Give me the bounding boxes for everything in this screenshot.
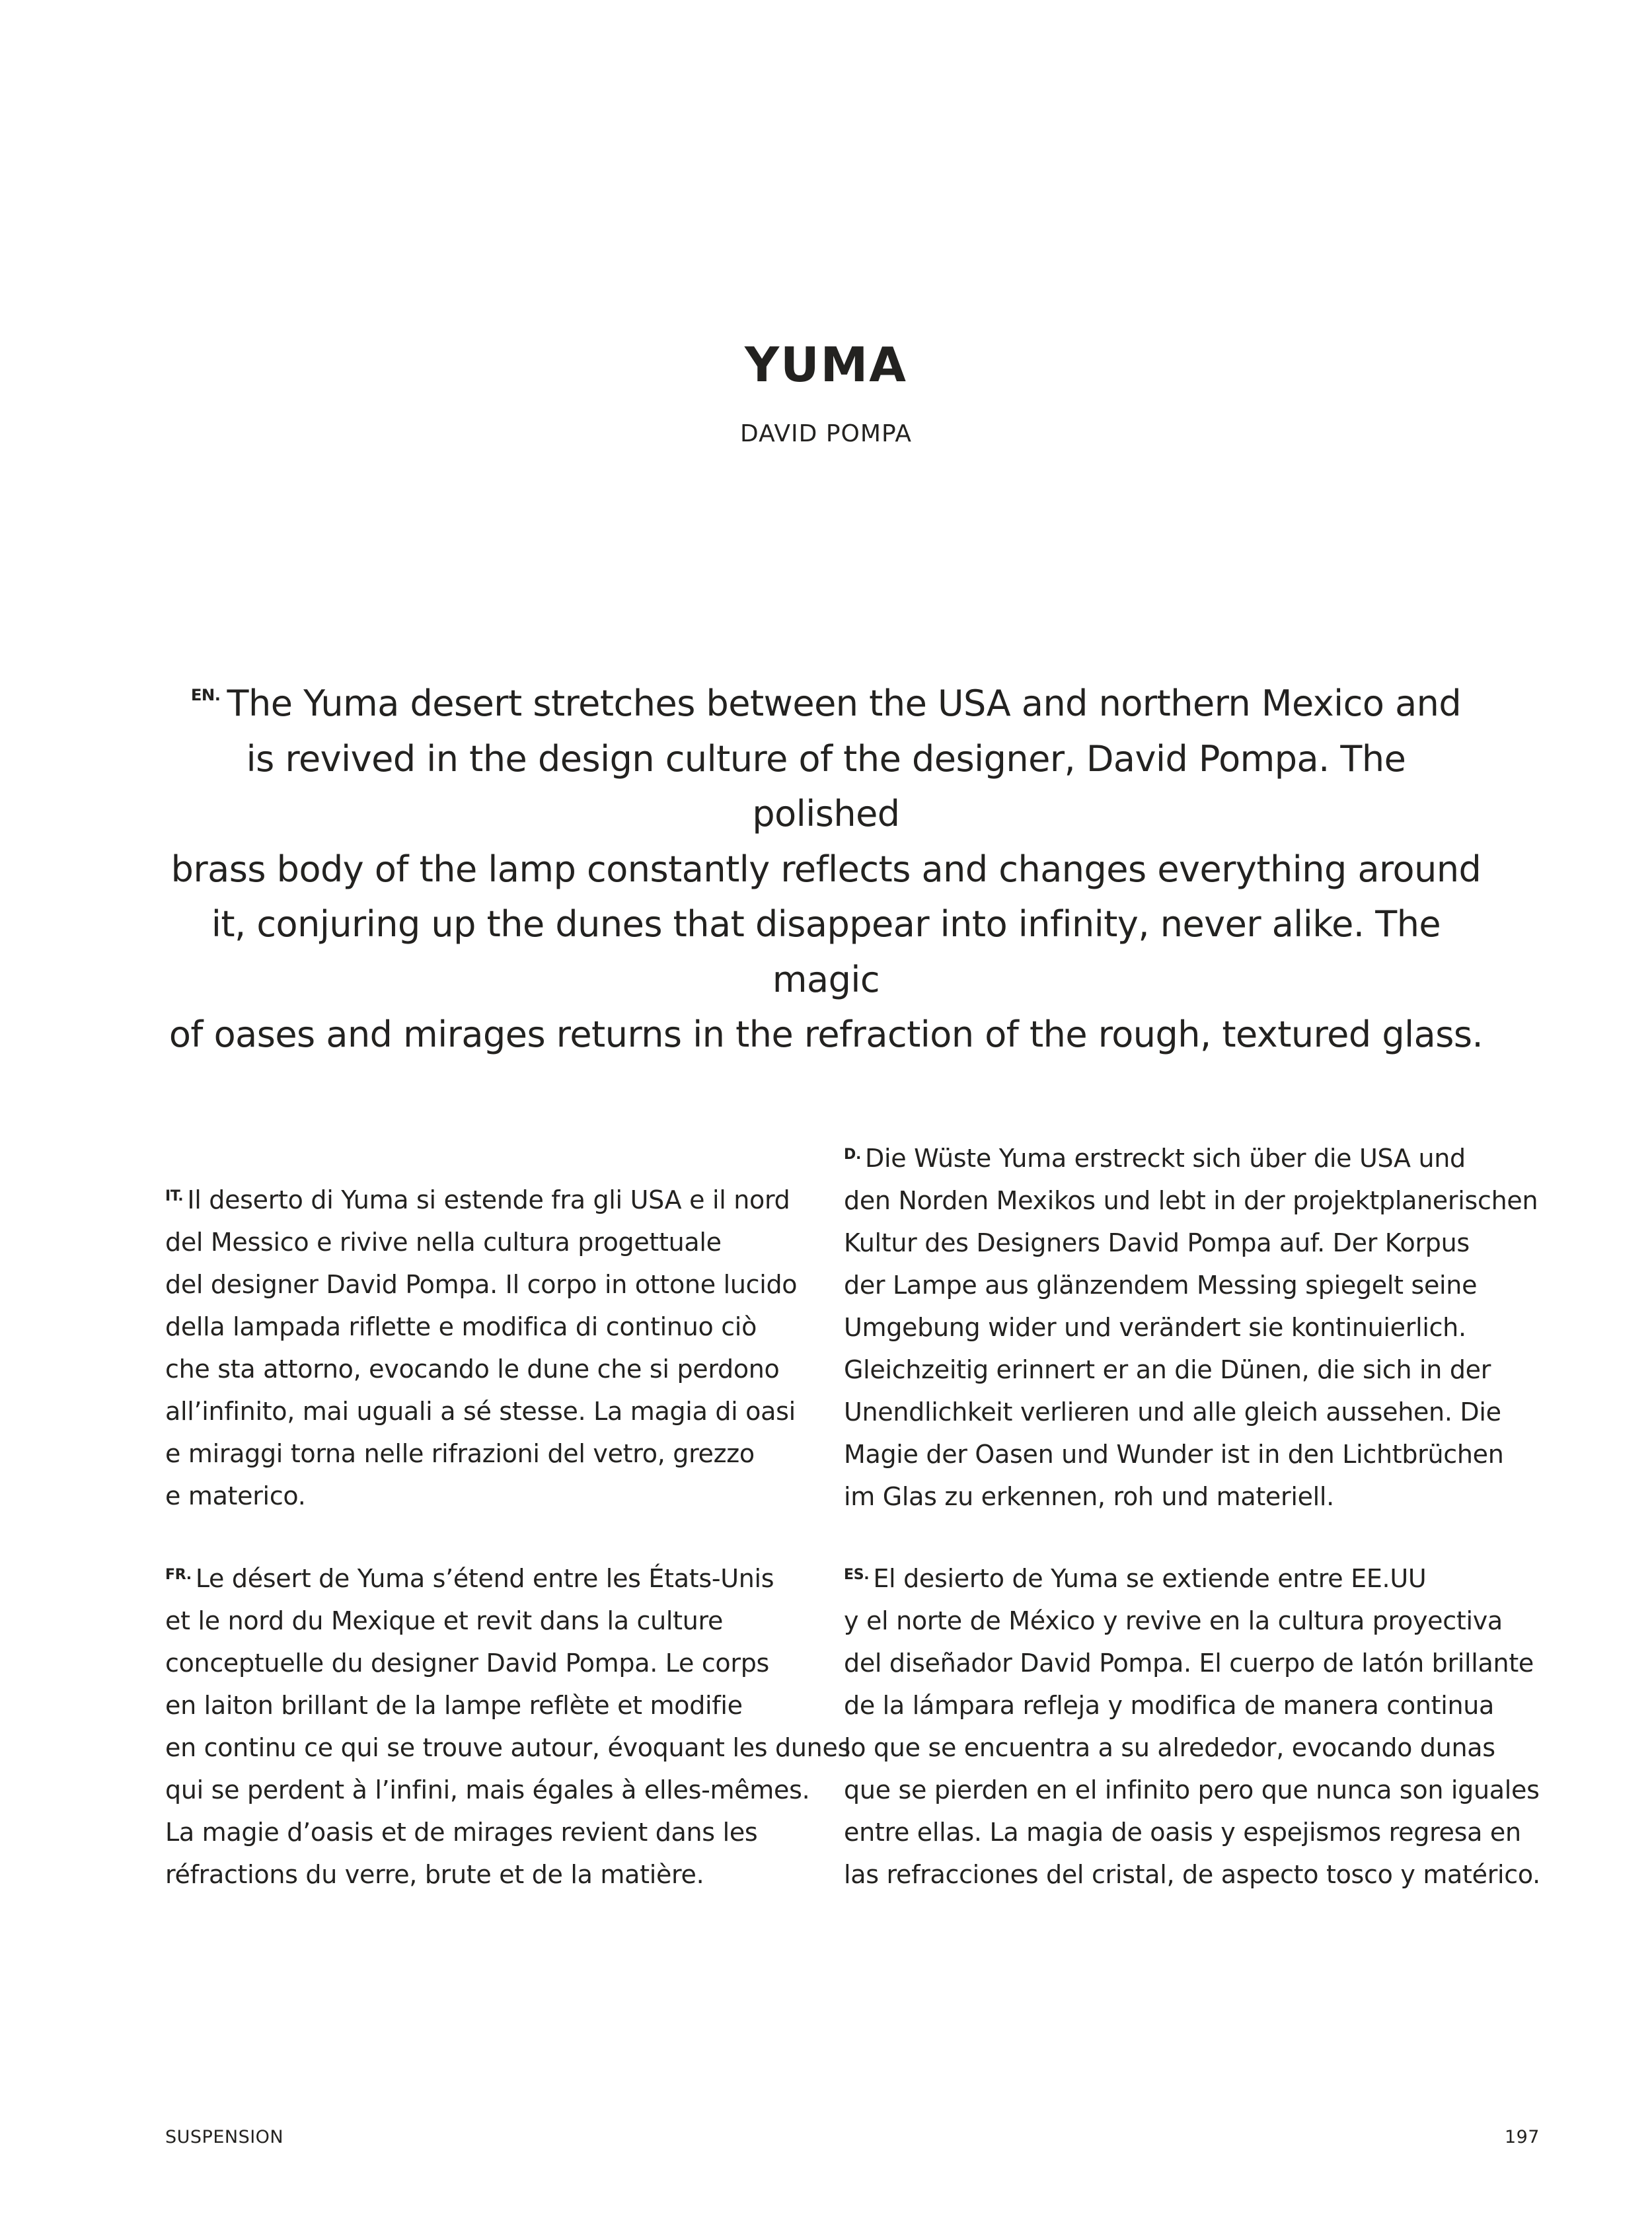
product-title: YUMA (745, 337, 907, 392)
language-tag-en: EN. (190, 685, 221, 704)
text-line: y el norte de México y revive en la cultura proyectiva (844, 1606, 1503, 1635)
text-line: all’infinito, mai uguali a sé stesse. La magia di oasi (165, 1397, 796, 1426)
text-line: conceptuelle du designer David Pompa. Le corps (165, 1649, 770, 1678)
english-description (169, 667, 1483, 1062)
text-line: et le nord du Mexique et revit dans la culture (165, 1606, 724, 1635)
text-line: Kultur des Designers David Pompa auf. Der Korpus (844, 1228, 1470, 1257)
language-tag-de: D. (844, 1146, 862, 1163)
text-line: del designer David Pompa. Il corpo in ottone lucido (165, 1270, 798, 1299)
text-line: $^{IT.}$ Il deserto di Yuma si estende fra gli USA e il nord (165, 1185, 790, 1214)
text-line: Gleichzeitig erinnert er an die Dünen, die sich in der (844, 1355, 1491, 1384)
text-line: lo que se encuentra a su alrededor, evocando dunas (844, 1733, 1495, 1762)
lead-line: is revived in the design culture of the designer, David Pompa. The polished (246, 737, 1406, 835)
text-line: e materico. (165, 1481, 306, 1510)
text-line: entre ellas. La magia de oasis y espejismos regresa en (844, 1818, 1521, 1847)
french-description (165, 1554, 850, 1896)
lead-line: of oases and mirages returns in the refraction of the rough, textured glass. (169, 1014, 1483, 1056)
italian-description (165, 1175, 797, 1517)
text-line: del Messico e rivive nella cultura progettuale (165, 1228, 722, 1257)
text-line: $^{ES.}$ El desierto de Yuma se extiende entre EE.UU (844, 1564, 1427, 1593)
lead-line: it, conjuring up the dunes that disappear into infinity, never alike. The magic (211, 903, 1441, 1000)
designer-name: DAVID POMPA (740, 420, 912, 447)
german-description (844, 1134, 1538, 1518)
text-line: che sta attorno, evocando le dune che si perdono (165, 1355, 780, 1384)
text-line: $^{D.}$ Die Wüste Yuma erstreckt sich über die USA und (844, 1144, 1466, 1173)
section-label: SUSPENSION (165, 2127, 284, 2147)
lead-line: The Yuma desert stretches between the USA and northern Mexico and (227, 683, 1462, 725)
language-tag-fr: FR. (165, 1567, 192, 1583)
text-line: de la lámpara refleja y modifica de manera continua (844, 1691, 1495, 1720)
text-line: del diseñador David Pompa. El cuerpo de latón brillante (844, 1649, 1534, 1678)
text-line: las refracciones del cristal, de aspecto tosco y matérico. (844, 1860, 1540, 1889)
page-number: 197 (1504, 2127, 1540, 2147)
text-line: della lampada riflette e modifica di continuo ciò (165, 1312, 757, 1341)
text-line: e miraggi torna nelle rifrazioni del vetro, grezzo (165, 1439, 755, 1468)
text-line: $^{FR.}$ Le désert de Yuma s’étend entre les États-Unis (165, 1564, 774, 1593)
text-line: Unendlichkeit verlieren und alle gleich aussehen. Die (844, 1397, 1501, 1427)
text-line: réfractions du verre, brute et de la matière. (165, 1860, 704, 1889)
language-tag-es: ES. (844, 1567, 870, 1583)
text-line: Umgebung wider und verändert sie kontinuierlich. (844, 1313, 1466, 1342)
text-line: im Glas zu erkennen, roh und materiell. (844, 1482, 1334, 1511)
lead-line: brass body of the lamp constantly reflects and changes everything around (170, 848, 1482, 890)
text-line: Magie der Oasen und Wunder ist in den Lichtbrüchen (844, 1440, 1504, 1469)
text-line: que se pierden en el infinito pero que nunca son iguales (844, 1775, 1540, 1804)
text-line: den Norden Mexikos und lebt in der projektplanerischen (844, 1186, 1538, 1215)
text-line: qui se perdent à l’infini, mais égales à elles-mêmes. (165, 1775, 810, 1804)
text-line: en laiton brillant de la lampe reflète et modifie (165, 1691, 743, 1720)
text-line: en continu ce qui se trouve autour, évoquant les dunes (165, 1733, 851, 1762)
spanish-description (844, 1554, 1540, 1896)
text-line: der Lampe aus glänzendem Messing spiegelt seine (844, 1271, 1478, 1300)
text-line: La magie d’oasis et de mirages revient dans les (165, 1818, 758, 1847)
language-tag-it: IT. (165, 1188, 184, 1205)
